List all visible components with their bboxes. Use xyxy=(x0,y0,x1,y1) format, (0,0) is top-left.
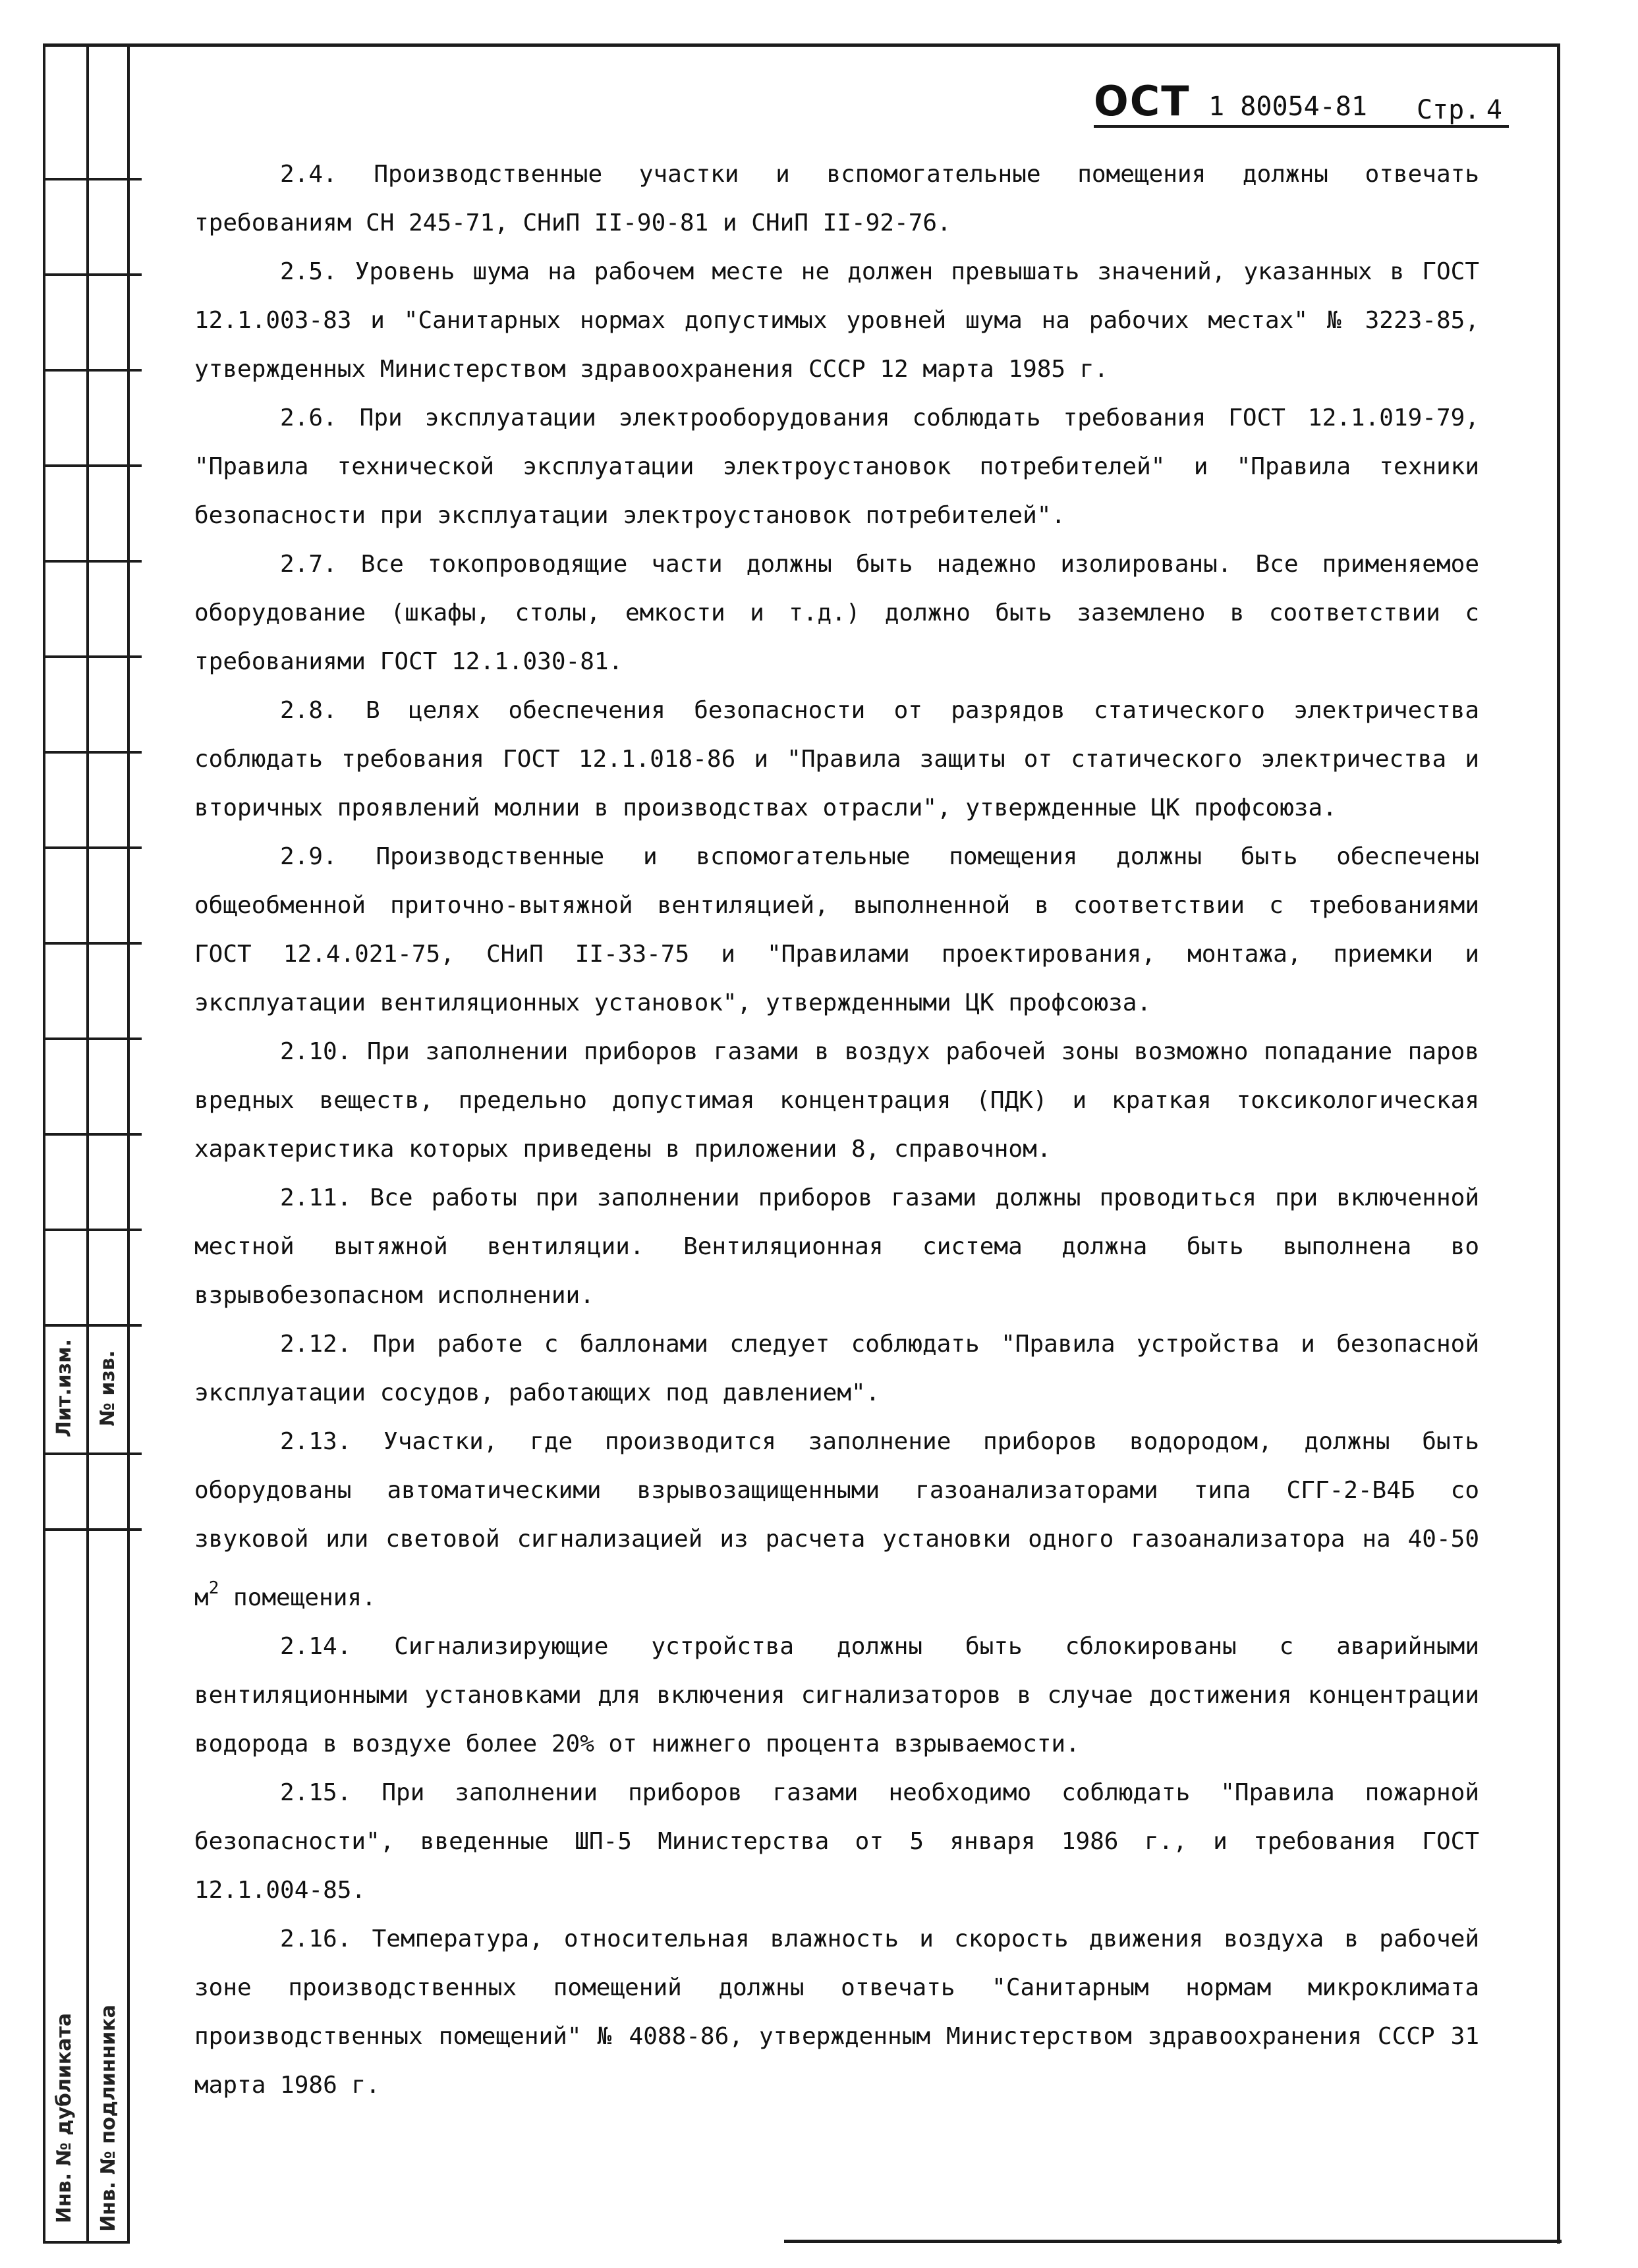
bottom-border xyxy=(784,2240,1562,2243)
margin-divider xyxy=(43,942,142,945)
paragraph: 2.6. При эксплуатации электрооборудования соблюдать требования ГОСТ 12.1.019-79, "Правила технической эксплуатации электроустановок потребителей" и "Правила техники безопасности при эксплуатации электроустановок потребителей". xyxy=(194,404,1479,529)
paragraph: 2.11. Все работы при заполнении приборов газами должны проводиться при включенной местной вытяжной вентиляции. Вентиляционная система должна быть выполнена во взрывобезопасном исполнении. xyxy=(194,1184,1479,1309)
paragraph-2-13 xyxy=(194,1418,1479,1622)
paragraph-text: 2.13. Участки, где производится заполнение приборов водородом, должны быть оборудованы автоматическими взрывозащищенными газоанализаторами типа СГГ-2-В4Б со звуковой или световой сигнализацией из расчета установки одного газоанализатора на 40-50 м xyxy=(194,1428,1479,1611)
paragraph: 2.8. В целях обеспечения безопасности от разрядов статического электричества соблюдать требования ГОСТ 12.1.018-86 и "Правила защиты от статического электричества и вторичных проявлений молнии в производствах отрасли", утвержденные ЦК профсоюза. xyxy=(194,697,1479,821)
margin-divider xyxy=(43,1133,142,1136)
paragraph: 2.5. Уровень шума на рабочем месте не должен превышать значений, указанных в ГОСТ 12.1.003-83 и "Санитарных нормах допустимых уровней шума на рабочих местах" № 3223-85, утвержденных Министерством здравоохранения СССР 12 марта 1985 г. xyxy=(194,258,1479,383)
margin-divider xyxy=(43,178,142,180)
document-body xyxy=(194,150,1479,2110)
margin-divider xyxy=(43,1037,142,1040)
margin-divider xyxy=(43,1528,142,1531)
standard-code: ОСТ xyxy=(1094,77,1191,125)
paragraph: 2.10. При заполнении приборов газами в воздух рабочей зоны возможно попадание паров вредных веществ, предельно допустимая концентрация (ПДК) и краткая токсикологическая характеристика которых приведены в приложении 8, справочном. xyxy=(194,1038,1479,1163)
margin-label-inv-podl: Инв. № подлинника xyxy=(96,2004,120,2232)
paragraph: 2.12. При работе с баллонами следует соблюдать "Правила устройства и безопасной эксплуатации сосудов, работающих под давлением". xyxy=(194,1331,1479,1406)
paragraph: 2.9. Производственные и вспомогательные помещения должны быть обеспечены общеобменной приточно-вытяжной вентиляцией, выполненной в соответствии с требованиями ГОСТ 12.4.021-75, СНиП II-33-75 и "Правилами проектирования, монтажа, приемки и эксплуатации вентиляционных установок", утвержденными ЦК профсоюза. xyxy=(194,843,1479,1016)
paragraph: 2.14. Сигнализирующие устройства должны быть сблокированы с аварийными вентиляционными установками для включения сигнализаторов в случае достижения концентрации водорода в воздухе более 20% от нижнего процента взрываемости. xyxy=(194,1633,1479,1757)
margin-divider xyxy=(43,655,142,658)
paragraph: 2.16. Температура, относительная влажность и скорость движения воздуха в рабочей зоне производственных помещений должны отвечать "Санитарным нормам микроклимата производственных помещений" № 4088-86, утвержденным Министерством здравоохранения СССР 31 марта 1986 г. xyxy=(194,1925,1479,2099)
margin-label-lit-izm: Лит.изм. xyxy=(53,1339,76,1438)
superscript: 2 xyxy=(208,1578,219,1598)
standard-number: 1 80054-81 xyxy=(1208,92,1367,122)
margin-divider xyxy=(43,1452,142,1455)
header-underline xyxy=(1094,125,1509,128)
margin-divider xyxy=(43,1229,142,1231)
margin-divider xyxy=(43,751,142,754)
page-number: 4 xyxy=(1486,95,1502,125)
paragraph: 2.7. Все токопроводящие части должны быть надежно изолированы. Все применяемое оборудование (шкафы, столы, емкости и т.д.) должно быть заземлено в соответствии с требованиями ГОСТ 12.1.030-81. xyxy=(194,551,1479,675)
page-label: Стр. xyxy=(1416,95,1481,125)
page-header xyxy=(1094,72,1502,125)
paragraph: 2.15. При заполнении приборов газами необходимо соблюдать "Правила пожарной безопасности", введенные ШП-5 Министерства от 5 января 1986 г., и требования ГОСТ 12.1.004-85. xyxy=(194,1779,1479,1904)
margin-divider xyxy=(43,464,142,467)
margin-label-inv-dubl: Инв. № дубликата xyxy=(53,2012,76,2223)
margin-column-outer xyxy=(43,43,86,2244)
margin-column-inner xyxy=(86,43,130,2244)
margin-label-n-izv: № изв. xyxy=(96,1350,120,1427)
margin-divider xyxy=(43,560,142,563)
margin-divider xyxy=(43,846,142,849)
margin-divider xyxy=(43,273,142,276)
paragraph-tail: помещения. xyxy=(219,1584,376,1611)
margin-divider xyxy=(43,369,142,372)
paragraph: 2.4. Производственные участки и вспомогательные помещения должны отвечать требованиям СН 245-71, СНиП II-90-81 и СНиП II-92-76. xyxy=(194,161,1479,236)
